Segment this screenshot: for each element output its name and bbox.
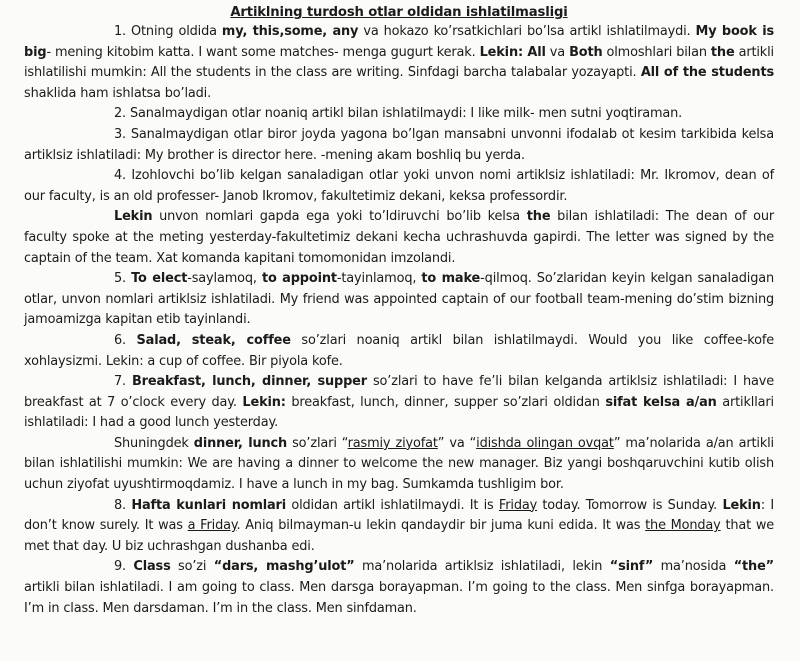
bold-text: My book is big bbox=[24, 24, 775, 60]
bold-text: sifat kelsa a/an bbox=[605, 394, 717, 410]
text-run: artikli bilan ishlatiladi. I am going to class. Men darsga borayapman. I’m going to the class. Men sinfga borayapman. I’m in class. Men darsdaman. I’m in the class. Men sinfdaman. bbox=[24, 580, 774, 616]
underlined-text: the Monday bbox=[645, 518, 721, 534]
text-run: -qilmoq. So’zlaridan keyin kelgan sanaladigan otlar, unvon nomlari artiklsiz ishlatiladi. My friend was appointed captain of our football team-mening do’stim bizning jamoamizga kapitan etib tayinlandi. bbox=[24, 271, 774, 328]
text-run: shaklida ham ishlatsa bo’ladi. bbox=[24, 85, 212, 101]
text-run: olmoshlari bilan bbox=[602, 44, 711, 60]
bold-text: Lekin: All bbox=[479, 44, 546, 60]
text-run: -saylamoq, bbox=[187, 271, 262, 287]
document-body bbox=[24, 22, 774, 619]
bold-text: Lekin bbox=[722, 497, 761, 513]
paragraph bbox=[24, 166, 774, 207]
text-run: ” ma’nolarida a/an artikli bilan ishlatilishi mumkin: We are having a dinner to welcome the new manager. Biz yangi boshqaruvchini kutib olish uchun ziyofat uyushtirmoqdamiz. I have a lunch in my bag. Sumkamda tushligim bor. bbox=[24, 435, 774, 493]
bold-text: “the” bbox=[733, 559, 774, 575]
text-run: unvon nomlari gapda ega yoki to’ldiruvchi bo’lib kelsa bbox=[152, 209, 527, 225]
text-run: that we met that day. U biz uchrashgan dushanba edi. bbox=[24, 518, 774, 554]
text-run: 5. bbox=[114, 271, 132, 287]
text-run: breakfast, lunch, dinner, supper so’zlari oldidan bbox=[285, 394, 606, 410]
text-run: va hokazo ko’rsatkichlari bo’lsa artikl ishlatilmaydi. bbox=[358, 24, 696, 39]
text-run: 7. bbox=[114, 374, 132, 390]
bold-text: All of the students bbox=[640, 65, 774, 81]
paragraph bbox=[24, 125, 774, 166]
text-run: 9. bbox=[114, 559, 134, 575]
paragraph bbox=[24, 372, 774, 434]
paragraph bbox=[24, 104, 774, 125]
bold-text: Lekin bbox=[114, 209, 153, 225]
text-run: so’zlari to have fe’li bilan kelganda artiklsiz ishlatiladi: I have breakfast at 7 o’clock every day. bbox=[24, 374, 774, 410]
underlined-text: a Friday bbox=[187, 518, 237, 534]
bold-text: “sinf” bbox=[609, 559, 654, 575]
bold-text: to appoint bbox=[261, 271, 337, 287]
bold-text: to make bbox=[421, 271, 481, 287]
text-run: . Aniq bilmayman-u lekin qandaydir bir juma kuni edida. It was bbox=[236, 518, 646, 534]
bold-text: Lekin: bbox=[242, 394, 286, 410]
paragraph bbox=[24, 22, 774, 104]
text-run: 2. Sanalmaydigan otlar noaniq artikl bilan ishlatilmaydi: I like milk- men sutni yoqtiraman. bbox=[114, 106, 683, 122]
bold-text: “dars, mashg’ulot” bbox=[213, 559, 355, 575]
bold-text: dinner, lunch bbox=[193, 435, 288, 451]
text-run: - mening kitobim katta. I want some matches- menga gugurt kerak. bbox=[46, 44, 480, 60]
text-run: artikli ishlatilishi mumkin: All the students in the class are writing. Sinfdagi barcha talabalar yozayapti. bbox=[24, 44, 774, 81]
text-run: : I don’t know surely. It was bbox=[24, 497, 774, 534]
bold-text: the bbox=[710, 44, 735, 60]
text-run: so’zlari “ bbox=[287, 435, 348, 451]
text-run: ma’nolarida artiklsiz ishlatiladi, lekin bbox=[354, 559, 610, 575]
underlined-text: rasmiy ziyofat bbox=[347, 435, 438, 451]
text-run: 8. bbox=[114, 497, 132, 513]
bold-text: the bbox=[526, 209, 551, 225]
text-run: va bbox=[545, 44, 570, 60]
document-title: Artiklning turdosh otlar oldidan ishlatilmasligi bbox=[230, 5, 568, 20]
bold-text: my, this,some, any bbox=[221, 24, 359, 39]
paragraph bbox=[24, 269, 774, 331]
text-run: bilan ishlatiladi: The dean of our faculty spoke at the meting yesterday-fakultetimiz dekani kecha uchrashuvda gapirdi. The letter was signed by the captain of the team. Xat komanda kapitani tomomonidan imzolandi. bbox=[24, 209, 774, 266]
text-run: ma’nosida bbox=[653, 559, 734, 575]
text-run: artikllari ishlatiladi: I had a good lunch yesterday. bbox=[24, 394, 774, 431]
paragraph bbox=[24, 207, 774, 269]
text-run: Shuningdek bbox=[114, 435, 194, 451]
bold-text: Both bbox=[569, 44, 603, 60]
underlined-text: Friday bbox=[498, 497, 538, 513]
text-run: oldidan artikl ishlatilmaydi. It is bbox=[286, 497, 499, 513]
bold-text: Breakfast, lunch, dinner, supper bbox=[131, 374, 367, 390]
text-run: 4. Izohlovchi bo’lib kelgan sanaladigan otlar yoki unvon nomi artiklsiz ishlatiladi: Mr. Ikromov, dean of our faculty, is an old professer- Janob Ikromov, fakultetimiz dekani, keksa professordir. bbox=[24, 168, 774, 204]
text-run: ” va “ bbox=[437, 435, 477, 451]
paragraph bbox=[24, 557, 774, 619]
bold-text: Hafta kunlari nomlari bbox=[131, 497, 287, 513]
paragraph bbox=[24, 434, 774, 496]
paragraph bbox=[24, 331, 774, 372]
bold-text: To elect bbox=[131, 271, 188, 287]
text-run: 1. Otning oldida bbox=[114, 24, 222, 39]
text-run: so’zi bbox=[170, 559, 214, 575]
text-run: -tayinlamoq, bbox=[336, 271, 422, 287]
bold-text: Salad, steak, coffee bbox=[136, 332, 291, 348]
text-run: so’zlari noaniq artikl bilan ishlatilmaydi. Would you like coffee-kofe xohlaysizmi. Lekin: a cup of coffee. Bir piyola kofe. bbox=[24, 332, 774, 369]
text-run: 6. bbox=[114, 332, 137, 348]
text-run: 3. Sanalmaydigan otlar biror joyda yagona bo’lgan mansabni unvonni ifodalab ot kesim tarkibida kelsa artiklsiz ishlatiladi: My brother is director here. -mening akam boshliq bu yerda. bbox=[24, 126, 774, 163]
underlined-text: idishda olingan ovqat bbox=[476, 435, 614, 451]
paragraph bbox=[24, 496, 774, 558]
bold-text: Class bbox=[133, 559, 171, 575]
text-run: today. Tomorrow is Sunday. bbox=[537, 497, 723, 513]
